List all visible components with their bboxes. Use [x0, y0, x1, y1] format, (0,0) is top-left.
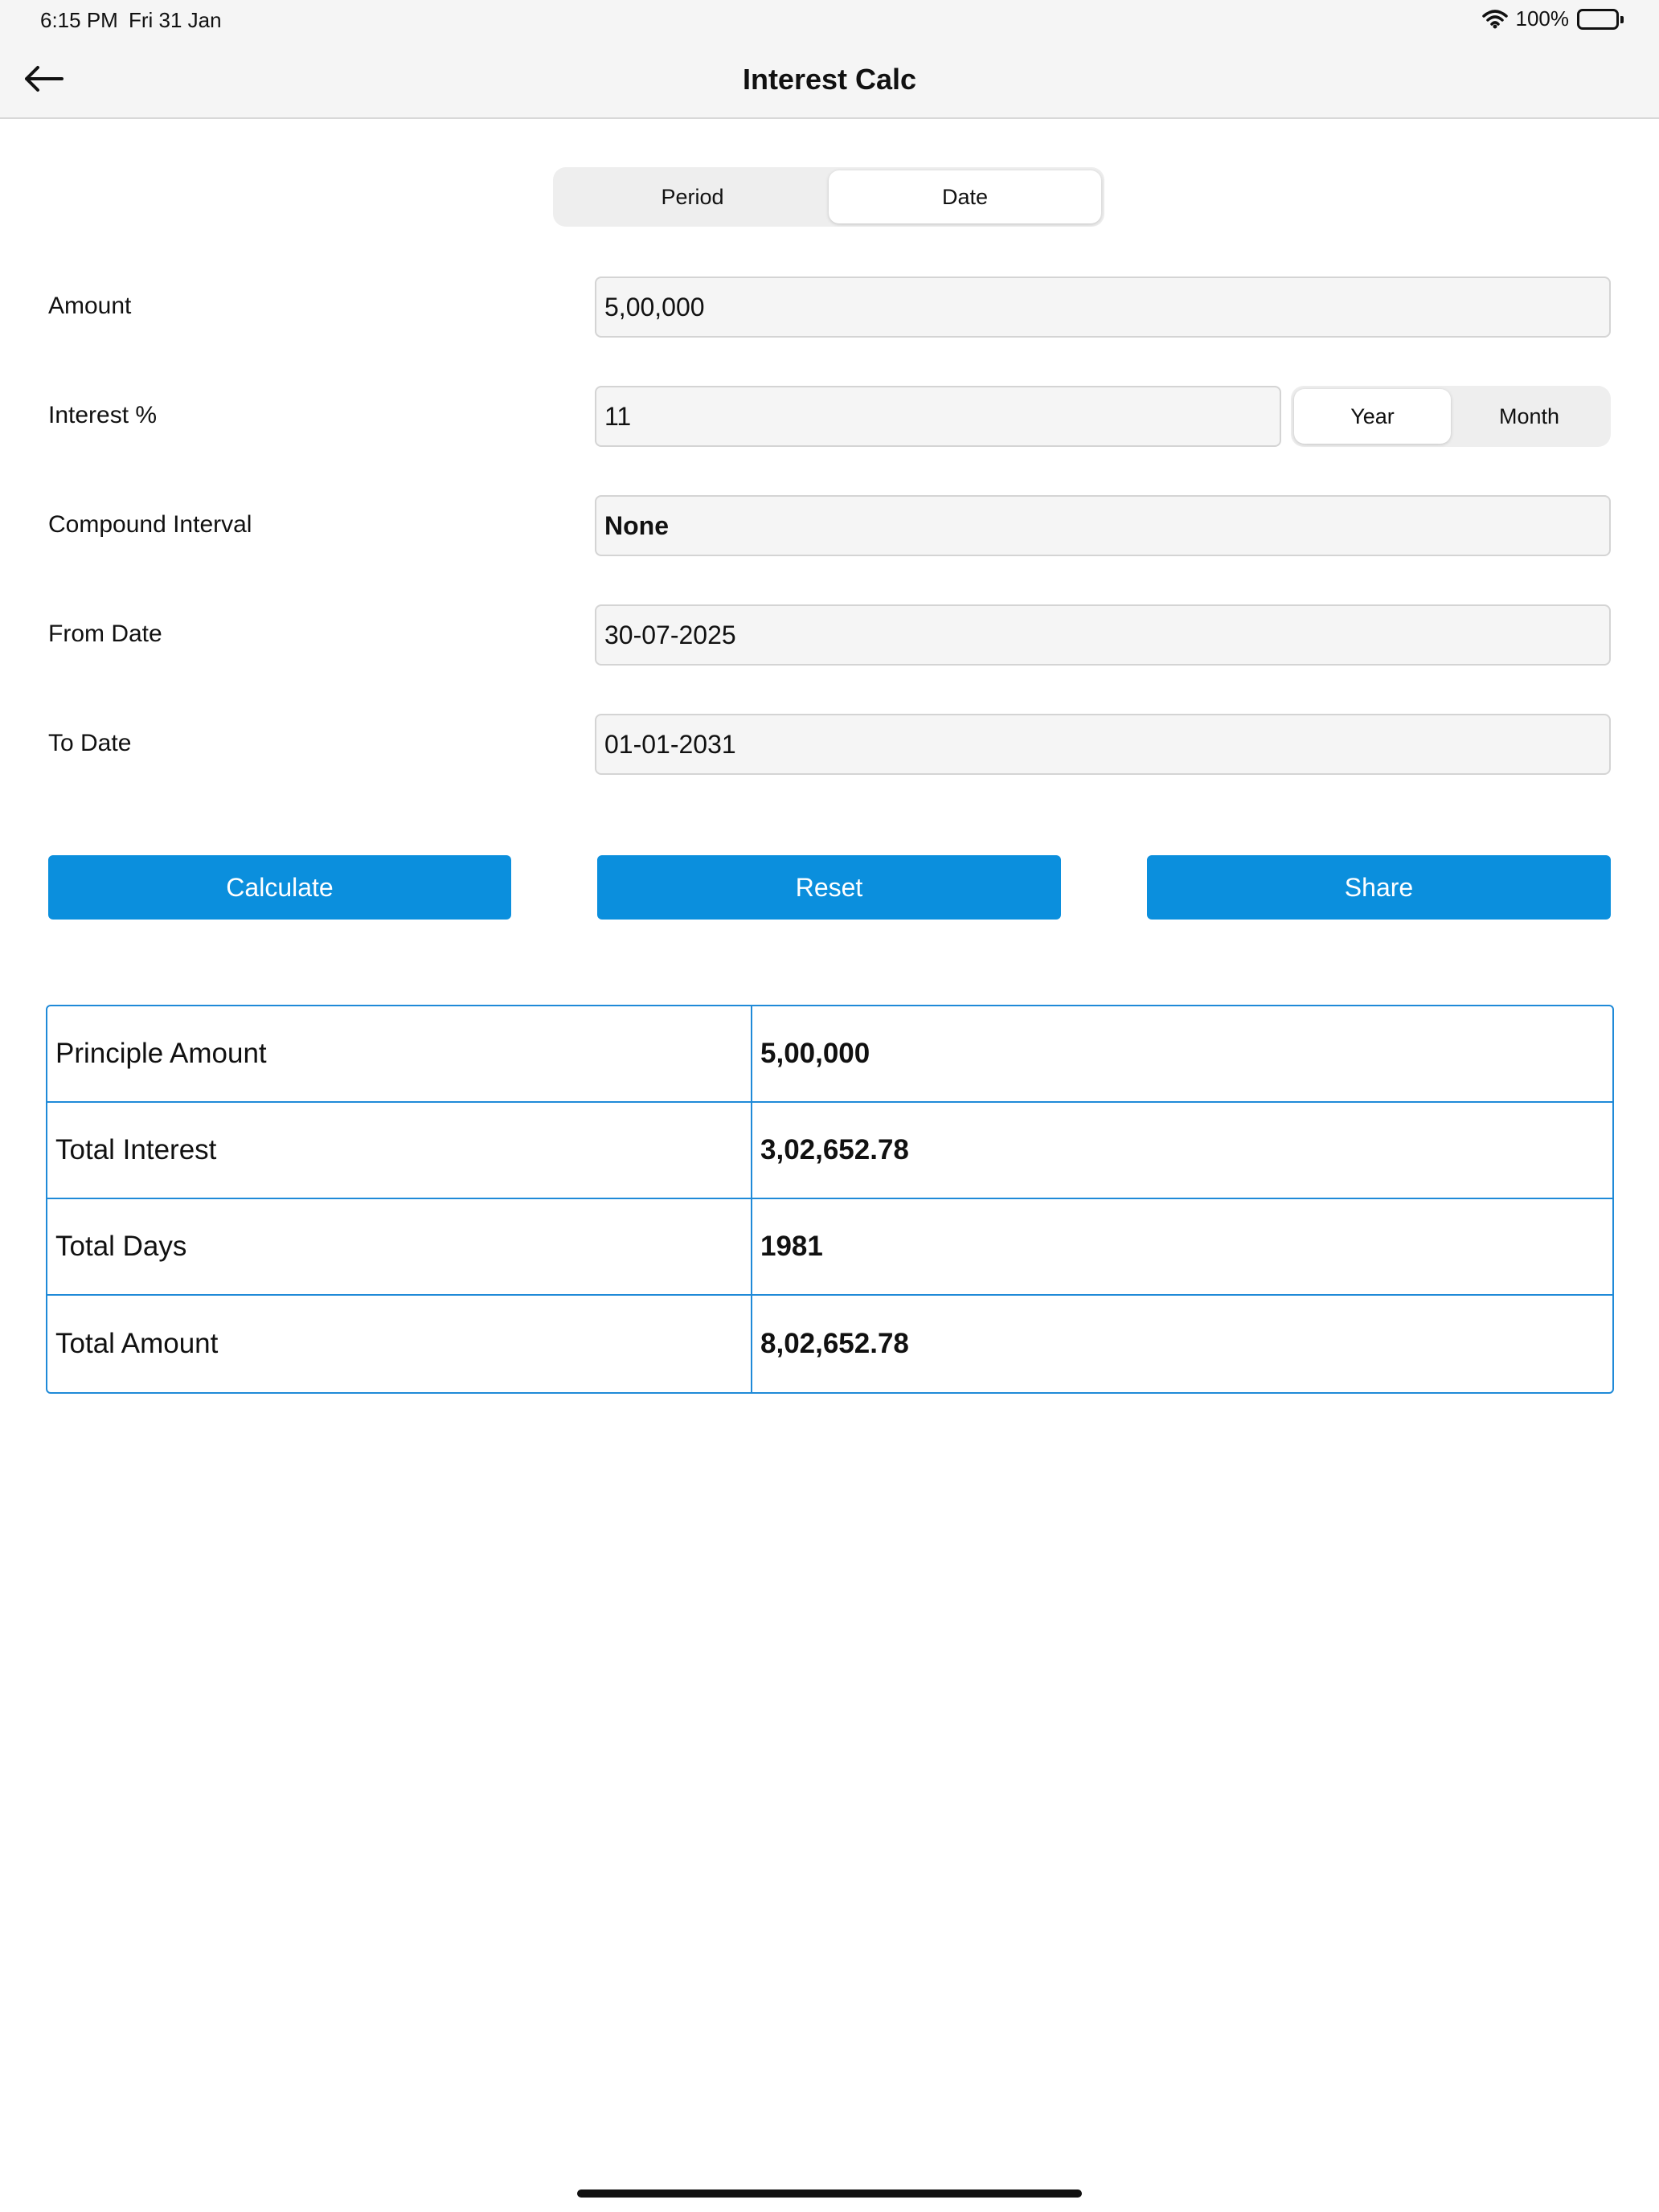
- compound-interval-select[interactable]: None: [595, 495, 1611, 556]
- home-indicator[interactable]: [577, 2189, 1082, 2198]
- segment-year[interactable]: Year: [1294, 389, 1451, 444]
- total-days-value: 1981: [760, 1231, 823, 1262]
- principle-amount-value: 5,00,000: [760, 1038, 870, 1069]
- segment-month[interactable]: Month: [1498, 403, 1560, 428]
- battery-percent: 100%: [1515, 6, 1569, 31]
- segment-period[interactable]: Period: [661, 184, 724, 209]
- interest-label: Interest %: [48, 402, 158, 428]
- compound-interval-label: Compound Interval: [48, 511, 252, 538]
- to-date-field[interactable]: 01-01-2031: [595, 714, 1611, 775]
- status-date: Fri 31 Jan: [129, 8, 222, 32]
- table-row: [47, 1296, 1612, 1392]
- to-date-label: To Date: [48, 730, 132, 756]
- total-interest-value: 3,02,652.78: [760, 1134, 909, 1165]
- results-table: [46, 1005, 1614, 1394]
- status-bar: [0, 0, 1659, 39]
- amount-label: Amount: [48, 293, 132, 319]
- page-title: Interest Calc: [742, 63, 917, 96]
- mode-segmented-control: [553, 167, 1104, 227]
- from-date-field[interactable]: 30-07-2025: [595, 604, 1611, 666]
- rate-unit-segmented-control: [1291, 386, 1611, 447]
- principle-amount-label: Principle Amount: [47, 1006, 752, 1101]
- total-days-label: Total Days: [47, 1199, 752, 1294]
- battery-icon: [1577, 9, 1619, 30]
- nav-bar: [0, 39, 1659, 119]
- from-date-label: From Date: [48, 621, 162, 647]
- status-time: 6:15 PM: [40, 8, 118, 32]
- table-row: [47, 1006, 1612, 1103]
- wifi-icon: [1482, 10, 1508, 29]
- table-row: [47, 1103, 1612, 1199]
- table-row: [47, 1199, 1612, 1296]
- calculate-button[interactable]: Calculate: [48, 855, 511, 920]
- total-interest-label: Total Interest: [47, 1103, 752, 1198]
- reset-button[interactable]: Reset: [597, 855, 1061, 920]
- total-amount-label: Total Amount: [47, 1296, 752, 1392]
- segment-date[interactable]: Date: [829, 170, 1101, 223]
- share-button[interactable]: Share: [1147, 855, 1611, 920]
- total-amount-value: 8,02,652.78: [760, 1328, 909, 1359]
- interest-field[interactable]: 11: [595, 386, 1281, 447]
- status-indicators: [1482, 6, 1620, 31]
- amount-field[interactable]: 5,00,000: [595, 276, 1611, 338]
